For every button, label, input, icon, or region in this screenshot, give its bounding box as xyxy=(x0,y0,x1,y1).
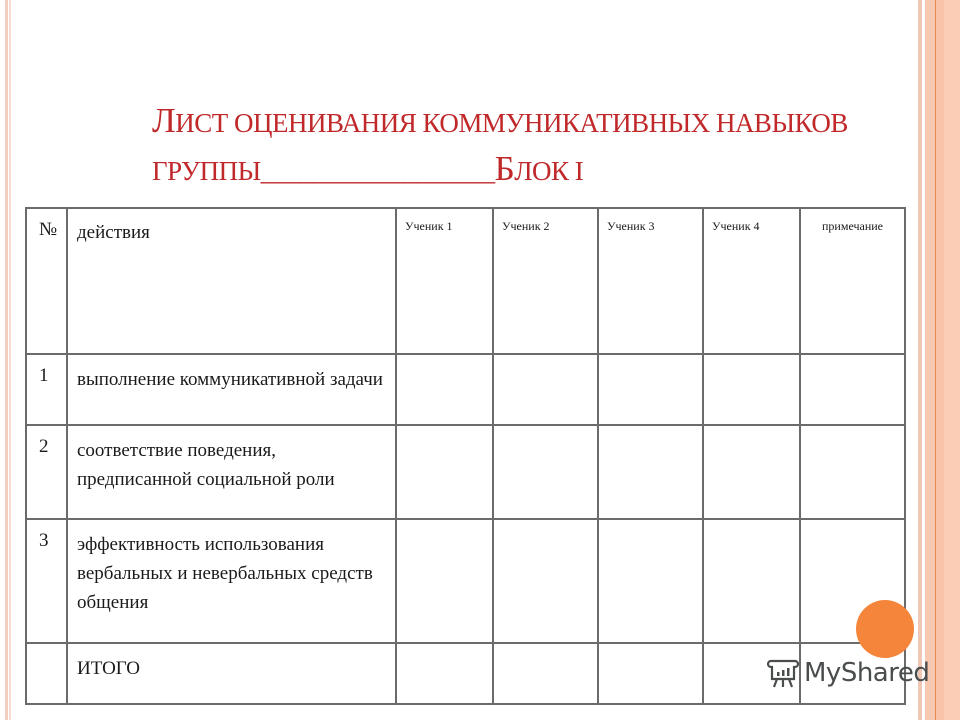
score-cell[interactable] xyxy=(396,354,493,425)
table-row xyxy=(26,354,905,425)
header-student-3: Ученик 3 xyxy=(598,208,703,354)
group-blank-line: __________________ xyxy=(260,156,495,186)
title-line-2: ГРУППЫ__________________БЛОК I xyxy=(152,149,584,188)
row-number: 1 xyxy=(26,354,67,425)
header-notes: примечание xyxy=(800,208,905,354)
header-student-1: Ученик 1 xyxy=(396,208,493,354)
assessment-table xyxy=(25,207,906,705)
table-row xyxy=(26,519,905,643)
row-action: соответствие поведения, предписанной социальной роли xyxy=(67,425,396,519)
row-action: эффективность использования вербальных и невербальных средств общения xyxy=(67,519,396,643)
score-cell[interactable] xyxy=(598,643,703,704)
myshared-watermark xyxy=(766,656,929,690)
left-decorative-stripe xyxy=(5,0,8,720)
row-number: 2 xyxy=(26,425,67,519)
table-row xyxy=(26,425,905,519)
score-cell[interactable] xyxy=(396,643,493,704)
score-cell[interactable] xyxy=(493,354,598,425)
score-cell[interactable] xyxy=(703,425,800,519)
score-cell[interactable] xyxy=(703,519,800,643)
decorative-orange-circle xyxy=(856,600,914,658)
watermark-label: MyShared xyxy=(804,658,930,688)
score-cell[interactable] xyxy=(396,425,493,519)
row-number xyxy=(26,643,67,704)
score-cell[interactable] xyxy=(493,643,598,704)
table-header-row xyxy=(26,208,905,354)
score-cell[interactable] xyxy=(598,425,703,519)
header-student-4: Ученик 4 xyxy=(703,208,800,354)
presentation-board-icon xyxy=(766,657,800,689)
page-title xyxy=(152,98,932,194)
score-cell[interactable] xyxy=(598,519,703,643)
header-student-2: Ученик 2 xyxy=(493,208,598,354)
header-number: № xyxy=(26,208,67,354)
title-line-1: ЛИСТ ОЦЕНИВАНИЯ КОММУНИКАТИВНЫХ НАВЫКОВ xyxy=(152,101,848,140)
score-cell[interactable] xyxy=(598,354,703,425)
note-cell[interactable] xyxy=(800,354,905,425)
score-cell[interactable] xyxy=(396,519,493,643)
row-action: выполнение коммуникативной задачи xyxy=(67,354,396,425)
score-cell[interactable] xyxy=(493,519,598,643)
row-action-total: ИТОГО xyxy=(67,643,396,704)
score-cell[interactable] xyxy=(493,425,598,519)
score-cell[interactable] xyxy=(703,354,800,425)
note-cell[interactable] xyxy=(800,425,905,519)
left-decorative-stripe-inner xyxy=(9,0,11,720)
row-number: 3 xyxy=(26,519,67,643)
header-actions: действия xyxy=(67,208,396,354)
